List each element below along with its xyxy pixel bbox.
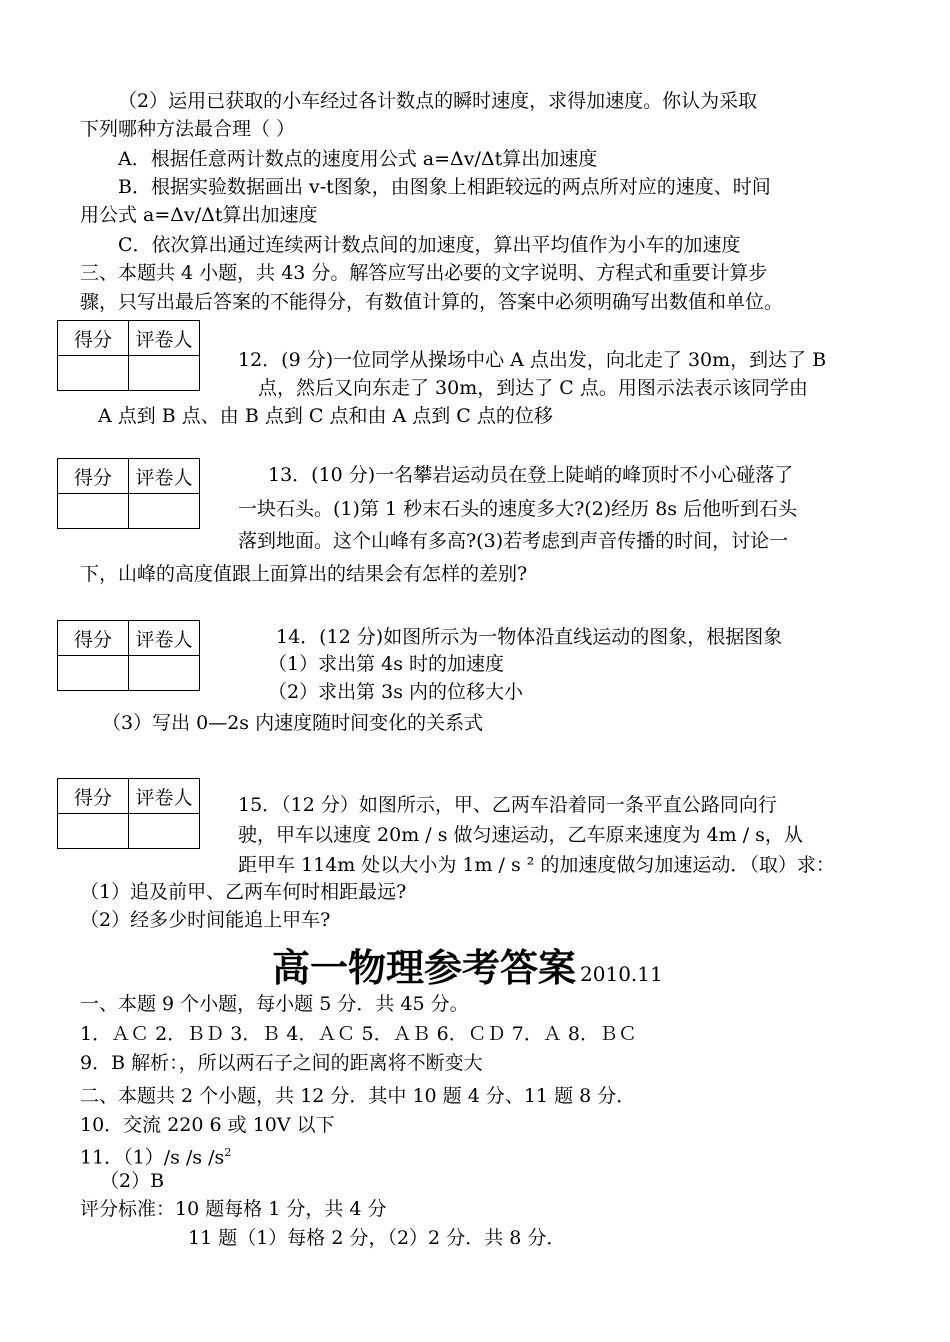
section3-line2: 骤，只写出最后答案的不能得分，有数值计算的，答案中必须明确写出数值和单位。 xyxy=(80,291,784,313)
q2-option-c: C．依次算出通过连续两计数点间的加速度，算出平均值作为小车的加速度 xyxy=(118,234,741,256)
grader-cell[interactable] xyxy=(129,494,200,529)
score-label: 得分 xyxy=(58,621,129,656)
answer-10: 10．交流 220 6 或 10V 以下 xyxy=(80,1114,335,1136)
score-label: 得分 xyxy=(58,459,129,494)
score-cell[interactable] xyxy=(58,814,129,849)
score-label: 得分 xyxy=(58,321,129,356)
grader-label: 评卷人 xyxy=(129,621,200,656)
answer-row1: 1．ＡＣ 2．ＢＤ 3．Ｂ 4．ＡＣ 5．ＡＢ 6．ＣＤ 7．Ａ 8．ＢＣ xyxy=(80,1023,637,1045)
q2-option-a: A．根据任意两计数点的速度用公式 a=Δv/Δt算出加速度 xyxy=(118,148,598,170)
answer-sec2: 二、本题共 2 个小题，共 12 分．其中 10 题 4 分、11 题 8 分． xyxy=(80,1085,636,1107)
answer-11-sup: 2 xyxy=(224,1146,232,1159)
score-box-q15 xyxy=(57,778,200,849)
q2-line2: 下列哪种方法最合理（ ） xyxy=(80,118,296,140)
answer-11-text: 11．（1）/s /s /s xyxy=(80,1146,225,1169)
answer-title-text: 高一物理参考答案 xyxy=(272,945,577,990)
score-cell[interactable] xyxy=(58,494,129,529)
q15-line4: （1）追及前甲、乙两车何时相距最远? xyxy=(80,881,407,903)
score-box-q12 xyxy=(57,320,200,391)
answer-11 xyxy=(80,1140,231,1170)
grader-label: 评卷人 xyxy=(129,779,200,814)
q15-line1: 15．（12 分）如图所示，甲、乙两车沿着同一条平直公路同向行 xyxy=(238,794,777,816)
q2-line1: （2）运用已获取的小车经过各计数点的瞬时速度，求得加速度。你认为采取 xyxy=(118,90,758,112)
q2-option-b-line2: 用公式 a=Δv/Δt算出加速度 xyxy=(80,204,318,226)
q13-line2: 一块石头。(1)第 1 秒末石头的速度多大?(2)经历 8s 后他听到石头 xyxy=(238,498,798,520)
score-box-q14 xyxy=(57,620,200,691)
answer-date: 2010.11 xyxy=(580,962,663,986)
answer-sec1: 一、本题 9 个小题，每小题 5 分．共 45 分。 xyxy=(80,993,469,1015)
answer-row2: 9．B 解析：，所以两石子之间的距离将不断变大 xyxy=(80,1052,483,1074)
section3-line1: 三、本题共 4 小题，共 43 分。解答应写出必要的文字说明、方程式和重要计算步 xyxy=(80,262,768,284)
q12-line3: A 点到 B 点、由 B 点到 C 点和由 A 点到 C 点的位移 xyxy=(98,405,553,427)
q12-line2: 点，然后又向东走了 30m，到达了 C 点。用图示法表示该同学由 xyxy=(258,377,808,399)
q15-line3: 距甲车 114m 处以大小为 1m / s ² 的加速度做匀加速运动．（取）求： xyxy=(238,854,835,876)
q15-line5: （2）经多少时间能追上甲车? xyxy=(80,909,331,931)
q14-line2: （1）求出第 4s 时的加速度 xyxy=(268,653,505,675)
q14-line4: （3）写出 0—2s 内速度随时间变化的关系式 xyxy=(102,712,484,734)
score-box-q13 xyxy=(57,458,200,529)
q14-line1: 14．(12 分)如图所示为一物体沿直线运动的图象，根据图象 xyxy=(276,626,783,648)
grader-cell[interactable] xyxy=(129,814,200,849)
q13-line1: 13．(10 分)一名攀岩运动员在登上陡峭的峰顶时不小心碰落了 xyxy=(268,464,794,486)
score-cell[interactable] xyxy=(58,656,129,691)
grader-label: 评卷人 xyxy=(129,321,200,356)
answer-11-part2: （2）B xyxy=(100,1170,165,1192)
grader-cell[interactable] xyxy=(129,656,200,691)
q13-line3: 落到地面。这个山峰有多高?(3)若考虑到声音传播的时间，讨论一 xyxy=(238,530,789,552)
q12-line1: 12．(9 分)一位同学从操场中心 A 点出发，向北走了 30m，到达了 B xyxy=(238,349,827,371)
scoring-standard-1: 评分标准：10 题每格 1 分，共 4 分 xyxy=(80,1198,387,1220)
q13-line4: 下，山峰的高度值跟上面算出的结果会有怎样的差别? xyxy=(80,563,528,585)
score-cell[interactable] xyxy=(58,356,129,391)
score-label: 得分 xyxy=(58,779,129,814)
q2-option-b-line1: B．根据实验数据画出 v-t图象，由图象上相距较远的两点所对应的速度、时间 xyxy=(118,176,771,198)
scoring-standard-2: 11 题（1）每格 2 分，（2）2 分．共 8 分． xyxy=(188,1227,566,1249)
q15-line2: 驶，甲车以速度 20m / s 做匀速运动，乙车原来速度为 4m / s，从 xyxy=(238,824,803,846)
q14-line3: （2）求出第 3s 内的位移大小 xyxy=(268,681,524,703)
grader-cell[interactable] xyxy=(129,356,200,391)
grader-label: 评卷人 xyxy=(129,459,200,494)
